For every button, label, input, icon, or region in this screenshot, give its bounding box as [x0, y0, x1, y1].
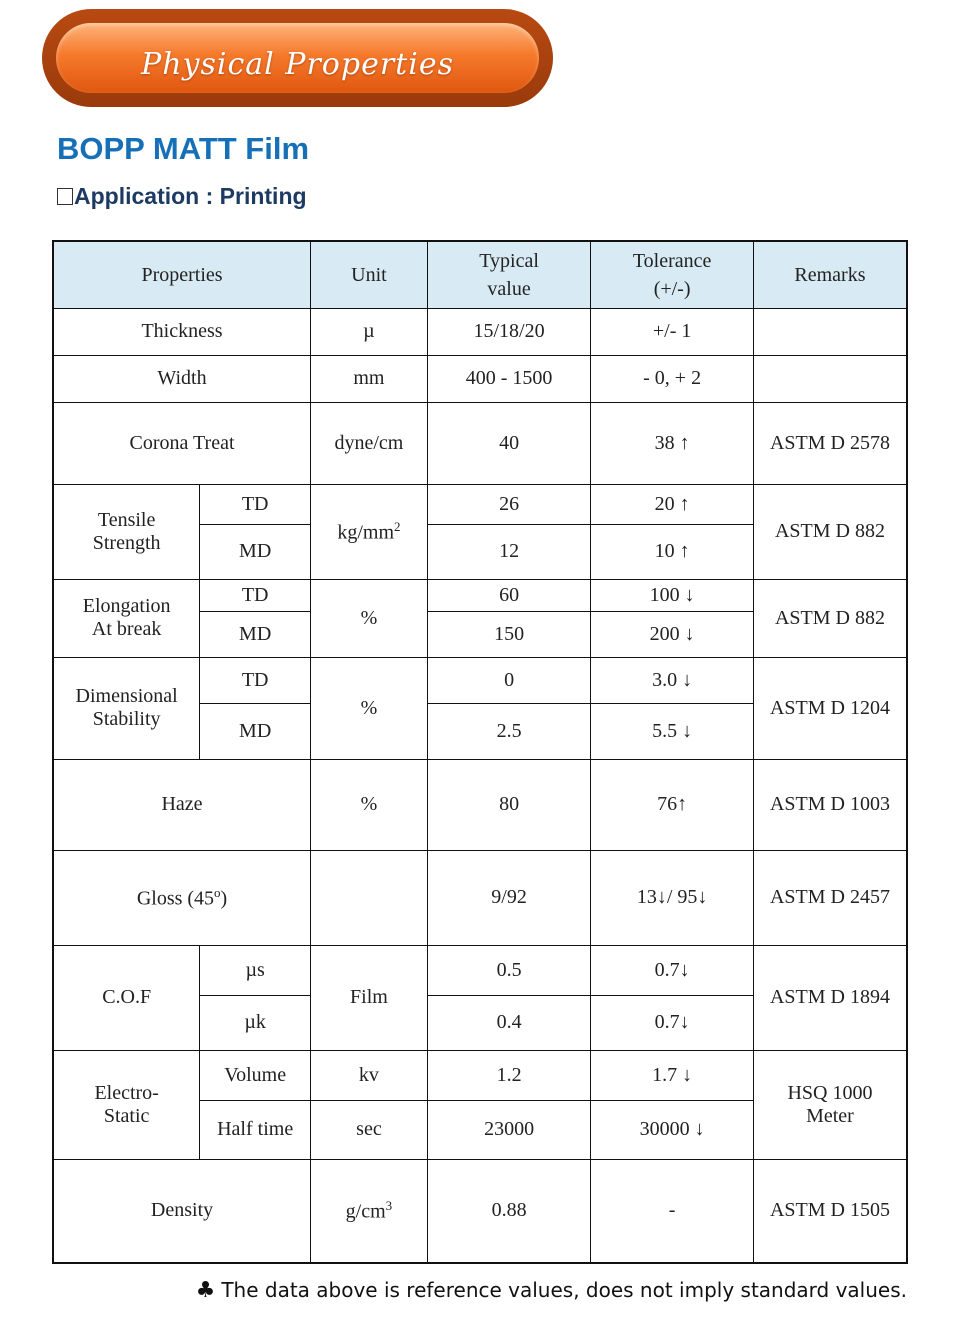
- value-cell: 400 - 1500: [427, 355, 591, 402]
- product-title: BOPP MATT Film: [57, 131, 310, 166]
- unit-cell: Film: [311, 945, 428, 1050]
- remarks-cell: HSQ 1000 Meter: [753, 1050, 907, 1159]
- remarks-cell: ASTM D 2578: [753, 402, 907, 484]
- value-cell: 15/18/20: [427, 308, 591, 355]
- tolerance-cell: -: [591, 1159, 754, 1263]
- remarks-cell: ASTM D 882: [753, 484, 907, 579]
- remarks-cell: ASTM D 1003: [753, 759, 907, 850]
- value-cell: 0.5: [427, 945, 591, 995]
- tolerance-cell: 3.0 ↓: [591, 657, 754, 703]
- value-cell: 2.5: [427, 703, 591, 759]
- unit-cell: %: [311, 759, 428, 850]
- checkbox-icon: [57, 188, 73, 205]
- unit-cell: mm: [311, 355, 428, 402]
- header-typical: Typical value: [427, 241, 591, 308]
- value-cell: 40: [427, 402, 591, 484]
- unit-cell: %: [311, 579, 428, 657]
- table-row: [53, 1159, 907, 1263]
- value-cell: 26: [427, 484, 591, 524]
- table-row: [53, 402, 907, 484]
- tolerance-cell: 13↓/ 95↓: [591, 850, 754, 945]
- table-row: [53, 1050, 907, 1100]
- tolerance-cell: 20 ↑: [591, 484, 754, 524]
- value-cell: 23000: [427, 1100, 591, 1159]
- value-cell: 0.4: [427, 995, 591, 1050]
- tolerance-cell: 1.7 ↓: [591, 1050, 754, 1100]
- table-row: [53, 850, 907, 945]
- tolerance-cell: 30000 ↓: [591, 1100, 754, 1159]
- direction-label: MD: [200, 703, 311, 759]
- header-banner-inner: [56, 23, 539, 93]
- remarks-cell: ASTM D 1204: [753, 657, 907, 759]
- table-row: [53, 484, 907, 524]
- property-name: Density: [53, 1159, 311, 1263]
- value-cell: 60: [427, 579, 591, 611]
- direction-label: TD: [200, 657, 311, 703]
- direction-label: MD: [200, 611, 311, 657]
- property-name: Haze: [53, 759, 311, 850]
- banner-title: Physical Properties: [141, 47, 454, 82]
- property-name: Thickness: [53, 308, 311, 355]
- table-row: [53, 759, 907, 850]
- header-row: [53, 241, 907, 308]
- unit-cell: µ: [311, 308, 428, 355]
- tolerance-cell: 100 ↓: [591, 579, 754, 611]
- value-cell: 12: [427, 524, 591, 579]
- direction-label: µs: [200, 945, 311, 995]
- direction-label: µk: [200, 995, 311, 1050]
- header-remarks: Remarks: [753, 241, 907, 308]
- properties-table: [52, 240, 908, 1264]
- property-name: C.O.F: [53, 945, 200, 1050]
- table-row: [53, 945, 907, 995]
- unit-cell: $kg/mm^2$: [311, 484, 428, 579]
- header-unit: Unit: [311, 241, 428, 308]
- header-properties: Properties: [53, 241, 311, 308]
- footer-note: [196, 1278, 907, 1303]
- tolerance-cell: - 0, + 2: [591, 355, 754, 402]
- property-name: Corona Treat: [53, 402, 311, 484]
- remarks-cell: [753, 355, 907, 402]
- tolerance-cell: 0.7↓: [591, 945, 754, 995]
- table-row: [53, 657, 907, 703]
- club-suit-icon: ♣: [195, 1278, 216, 1303]
- tolerance-cell: 5.5 ↓: [591, 703, 754, 759]
- tolerance-cell: 0.7↓: [591, 995, 754, 1050]
- footer-text: The data above is reference values, does not imply standard values.: [221, 1278, 907, 1302]
- value-cell: 1.2: [427, 1050, 591, 1100]
- unit-cell: %: [311, 657, 428, 759]
- header-banner: [42, 9, 553, 107]
- application-line: [57, 183, 307, 210]
- tolerance-cell: 200 ↓: [591, 611, 754, 657]
- value-cell: 150: [427, 611, 591, 657]
- remarks-cell: ASTM D 882: [753, 579, 907, 657]
- property-name: Width: [53, 355, 311, 402]
- remarks-cell: ASTM D 1505: [753, 1159, 907, 1263]
- tolerance-cell: +/- 1: [591, 308, 754, 355]
- property-name: Gloss (45$^o$): [53, 850, 311, 945]
- property-name: Dimensional Stability: [53, 657, 200, 759]
- table-row: [53, 579, 907, 611]
- tolerance-cell: 38 ↑: [591, 402, 754, 484]
- remarks-cell: ASTM D 1894: [753, 945, 907, 1050]
- direction-label: TD: [200, 579, 311, 611]
- table-row: [53, 308, 907, 355]
- remarks-cell: ASTM D 2457: [753, 850, 907, 945]
- value-cell: 80: [427, 759, 591, 850]
- value-cell: 0.88: [427, 1159, 591, 1263]
- property-name: Electro- Static: [53, 1050, 200, 1159]
- unit-cell: $g/cm^3$: [311, 1159, 428, 1263]
- unit-cell: kv: [311, 1050, 428, 1100]
- remarks-cell: [753, 308, 907, 355]
- value-cell: 0: [427, 657, 591, 703]
- property-name: Elongation At break: [53, 579, 200, 657]
- unit-cell: dyne/cm: [311, 402, 428, 484]
- tolerance-cell: 76↑: [591, 759, 754, 850]
- property-name: Tensile Strength: [53, 484, 200, 579]
- unit-cell: [311, 850, 428, 945]
- unit-cell: sec: [311, 1100, 428, 1159]
- direction-label: TD: [200, 484, 311, 524]
- header-tolerance: Tolerance (+/-): [591, 241, 754, 308]
- tolerance-cell: 10 ↑: [591, 524, 754, 579]
- direction-label: Half time: [200, 1100, 311, 1159]
- direction-label: Volume: [200, 1050, 311, 1100]
- direction-label: MD: [200, 524, 311, 579]
- application-text: Application : Printing: [74, 183, 307, 209]
- table-row: [53, 355, 907, 402]
- value-cell: 9/92: [427, 850, 591, 945]
